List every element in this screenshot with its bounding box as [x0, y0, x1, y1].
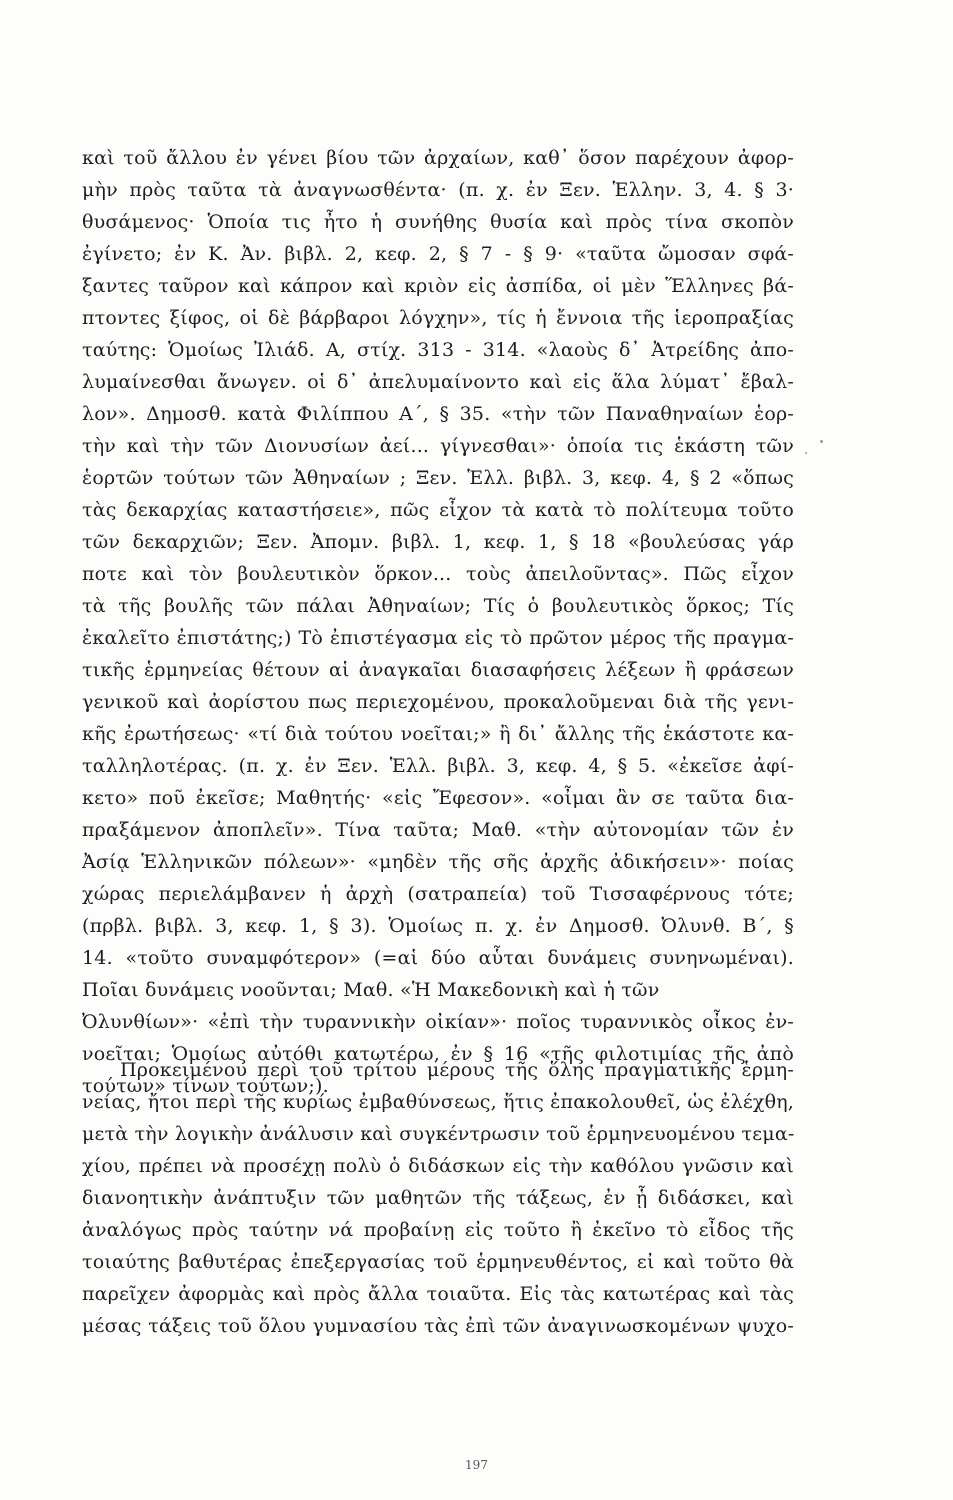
text-line: Ἀσίᾳ Ἑλληνικῶν πόλεων»· «μηδὲν τῆς σῆς ἀρχῆς ἀδικήσειν»· ποίας [82, 851, 794, 873]
text-line: κετο» ποῦ ἐκεῖσε; Μαθητής· «εἰς Ἔφεσον». «οἶμαι ἂν σε ταῦτα δια- [82, 787, 794, 809]
text-line: τούτων» τίνων τούτων;). [82, 1075, 329, 1097]
paragraph-1 [82, 142, 794, 1102]
print-speck [820, 440, 823, 443]
text-line: λυμαίνεσθαι ἄνωγεν. οἱ δ᾽ ἀπελυμαίνοντο καὶ εἰς ἅλα λύματ᾽ ἔβαλ- [82, 371, 794, 393]
text-line: παρεῖχεν ἀφορμὰς καὶ πρὸς ἄλλα τοιαῦτα. Εἰς τὰς κατωτέρας καὶ τὰς [82, 1283, 794, 1305]
paragraph-2 [82, 1054, 794, 1342]
text-line: (πρβλ. βιβλ. 3, κεφ. 1, § 3). Ὁμοίως π. χ. ἐν Δημοσθ. Ὀλυνθ. Β΄, § [82, 915, 794, 937]
text-line: ταλληλοτέρας. (π. χ. ἐν Ξεν. Ἑλλ. βιβλ. 3, κεφ. 4, § 5. «ἐκεῖσε ἀφί- [82, 755, 794, 777]
text-line: μέσας τάξεις τοῦ ὅλου γυμνασίου τὰς ἐπὶ τῶν ἀναγινωσκομένων ψυχο- [82, 1315, 794, 1337]
text-line: διανοητικὴν ἀνάπτυξιν τῶν μαθητῶν τῆς τάξεως, ἐν ᾗ διδάσκει, καὶ [82, 1187, 794, 1209]
text-line: χίου, πρέπει νὰ προσέχῃ πολὺ ὁ διδάσκων εἰς τὴν καθόλου γνῶσιν καὶ [82, 1155, 794, 1177]
print-speck [805, 452, 807, 454]
text-line: κῆς ἐρωτήσεως· «τί διὰ τούτου νοεῖται;» ἢ δι᾽ ἄλλης τῆς ἑκάστοτε κα- [82, 723, 794, 745]
text-line: Προκειμένου περὶ τοῦ τρίτου μέρους τῆς ὅλης πραγματικῆς ἑρμη- [120, 1059, 794, 1081]
text-line: θυσάμενος· Ὁποία τις ἦτο ἡ συνήθης θυσία καὶ πρὸς τίνα σκοπὸν [82, 211, 794, 233]
text-line: λον». Δημοσθ. κατὰ Φιλίππου Α΄, § 35. «τὴν τῶν Παναθηναίων ἑορ- [82, 403, 794, 425]
text-line: μὴν πρὸς ταῦτα τὰ ἀναγνωσθέντα· (π. χ. ἐν Ξεν. Ἑλλην. 3, 4. § 3· [82, 179, 794, 201]
text-line: 14. «τοῦτο συναμφότερον» (=αἱ δύο αὗται δυνάμεις συνηνωμέναι). [82, 947, 794, 969]
text-line: πτοντες ξίφος, οἱ δὲ βάρβαροι λόγχην», τίς ἡ ἔννοια τῆς ἱεροπραξίας [82, 307, 794, 329]
text-line: ξαντες ταῦρον καὶ κάπρον καὶ κριὸν εἰς ἀσπίδα, οἱ μὲν Ἕλληνες βά- [82, 275, 794, 297]
text-line: ἐκαλεῖτο ἐπιστάτης;) Τὸ ἐπιστέγασμα εἰς τὸ πρῶτον μέρος τῆς πραγμα- [82, 627, 794, 649]
text-line: τὰς δεκαρχίας καταστήσειε», πῶς εἶχον τὰ κατὰ τὸ πολίτευμα τοῦτο [82, 499, 794, 521]
text-line: ἀναλόγως πρὸς ταύτην νά προβαίνῃ εἰς τοῦτο ἢ ἐκεῖνο τὸ εἶδος τῆς [82, 1219, 794, 1241]
text-line: Ποῖαι δυνάμεις νοοῦνται; Μαθ. «Ἡ Μακεδονικὴ καὶ ἡ τῶν [82, 979, 660, 1001]
text-line: τὴν καὶ τὴν τῶν Διονυσίων ἀεί... γίγνεσθαι»· ὁποία τις ἑκάστη τῶν [82, 435, 794, 457]
text-line: ταύτης: Ὁμοίως Ἰλιάδ. Α, στίχ. 313 - 314. «λαοὺς δ᾽ Ἀτρείδης ἀπο- [82, 339, 794, 361]
text-line: καὶ τοῦ ἄλλου ἐν γένει βίου τῶν ἀρχαίων, καθ᾽ ὅσον παρέχουν ἀφορ- [82, 147, 794, 169]
text-line: Ὀλυνθίων»· «ἐπὶ τὴν τυραννικὴν οἰκίαν»· ποῖος τυραννικὸς οἶκος ἐν- [82, 1011, 794, 1033]
text-line: τοιαύτης βαθυτέρας ἐπεξεργασίας τοῦ ἑρμηνευθέντος, εἰ καὶ τοῦτο θὰ [82, 1251, 794, 1273]
text-line: ἑορτῶν τούτων τῶν Ἀθηναίων ; Ξεν. Ἑλλ. βιβλ. 3, κεφ. 4, § 2 «ὅπως [82, 467, 794, 489]
text-line: ποτε καὶ τὸν βουλευτικὸν ὅρκον... τοὺς ἀπειλοῦντας». Πῶς εἶχον [82, 563, 794, 585]
text-line: τῶν δεκαρχιῶν; Ξεν. Ἀπομν. βιβλ. 1, κεφ. 1, § 18 «βουλεύσας γάρ [82, 531, 794, 553]
text-line: μετὰ τὴν λογικὴν ἀνάλυσιν καὶ συγκέντρωσιν τοῦ ἑρμηνευομένου τεμα- [82, 1123, 794, 1145]
text-line: γενικοῦ καὶ ἀορίστου πως περιεχομένου, προκαλοῦμεναι διὰ τῆς γενι- [82, 691, 794, 713]
text-line: χώρας περιελάμβανεν ἡ ἀρχὴ (σατραπεία) τοῦ Τισσαφέρνους τότε; [82, 883, 794, 905]
text-line: νείας, ἤτοι περὶ τῆς κυρίως ἐμβαθύνσεως, ἥτις ἐπακολουθεῖ, ὡς ἐλέχθη, [82, 1091, 794, 1113]
text-line: πραξάμενον ἀποπλεῖν». Τίνα ταῦτα; Μαθ. «τὴν αὐτονομίαν τῶν ἐν [82, 819, 794, 841]
text-line: τικῆς ἑρμηνείας θέτουν αἱ ἀναγκαῖαι διασαφήσεις λέξεων ἢ φράσεων [82, 659, 794, 681]
text-line: τὰ τῆς βουλῆς τῶν πάλαι Ἀθηναίων; Τίς ὁ βουλευτικὸς ὅρκος; Τίς [82, 595, 794, 617]
text-line: νοεῖται; Ὁμοίως αὐτόθι κατωτέρω, ἐν § 16 «τῆς φιλοτιμίας τῆς ἀπὸ [82, 1043, 794, 1065]
page-number: 197 [465, 1458, 488, 1472]
text-line: ἐγίνετο; ἐν Κ. Ἀν. βιβλ. 2, κεφ. 2, § 7 - § 9· «ταῦτα ὤμοσαν σφά- [82, 243, 794, 265]
